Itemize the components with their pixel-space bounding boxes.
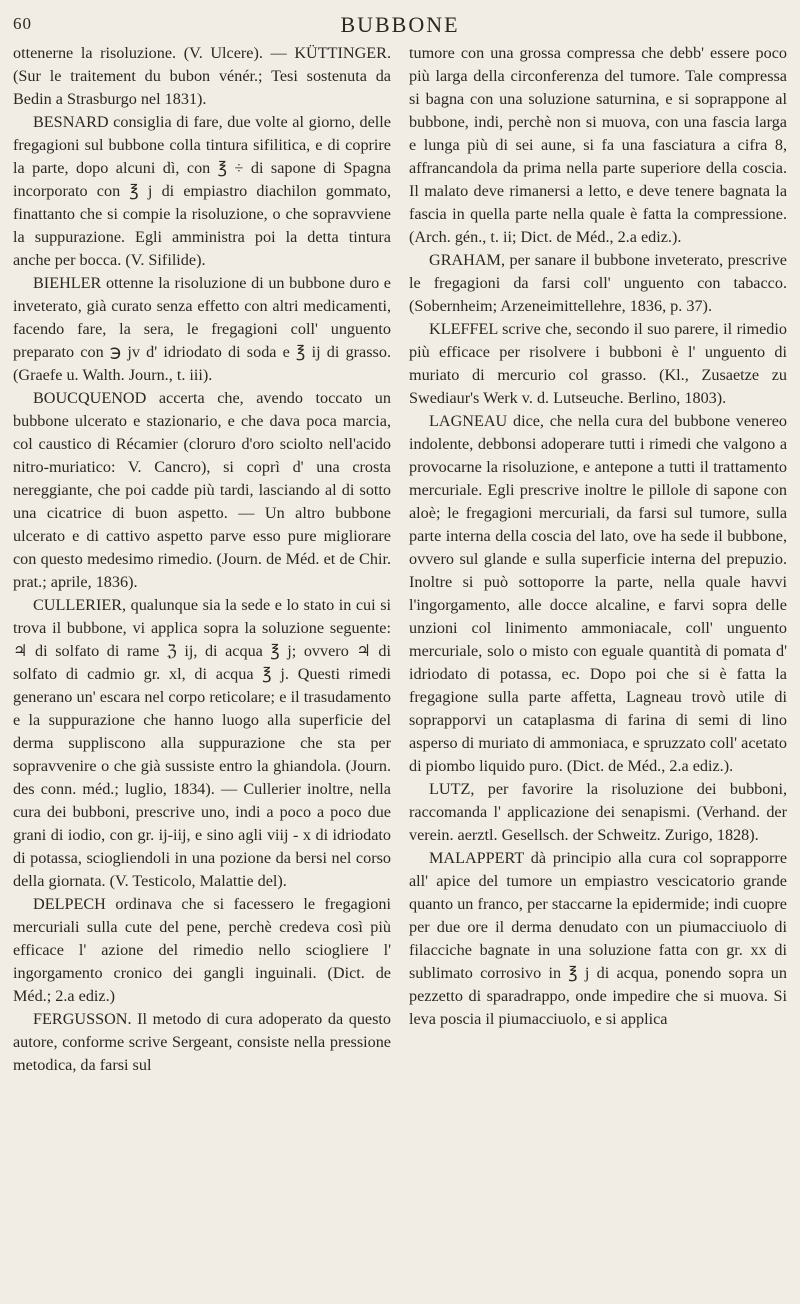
running-title: BUBBONE: [340, 12, 460, 37]
right-column: [409, 42, 787, 1031]
paragraph: FERGUSSON. Il metodo di cura adoperato da questo autore, conforme scrive Sergeant, consiste nella pressione metodica, da farsi sul: [13, 1010, 391, 1074]
paragraph: DELPECH ordinava che si facessero le fregagioni mercuriali sulla cute del pene, perchè credeva così più efficace l' azione del rimedio nello sciogliere l' ingorgamento cronico dei gangli inguinali. (Dict. de Méd.; 2.a ediz.): [13, 895, 391, 1005]
paragraph: BOUCQUENOD accerta che, avendo toccato un bubbone ulcerato e stazionario, e che dava poca marcia, col caustico di Récamier (cloruro d'oro sciolto nell'acido nitro-muriatico: V. Cancro), si coprì d' una crosta nereggiante, che poi cadde più tardi, lasciando al di sotto una cicatrice di buon aspetto. — Un altro bubbone ulcerato e di cattivo aspetto parve esso pure migliorare con questo medesimo rimedio. (Journ. de Méd. et de Chir. prat.; aprile, 1836).: [13, 389, 391, 591]
paragraph: MALAPPERT dà principio alla cura col soprapporre all' apice del tumore un empiastro vescicatorio grande quanto un franco, per staccarne la epidermide; indi cuopre per due ore il derma denudato con un piumacciuolo di filacciche bagnate in una soluzione fatta con gr. xx di sublimato corrosivo in ℥ j di acqua, ponendo sopra un pezzetto di sparadrappo, onde impedire che si muova. Si leva poscia il piumacciuolo, e si applica: [409, 849, 787, 1028]
page-header: [0, 8, 800, 38]
paragraph: BESNARD consiglia di fare, due volte al giorno, delle fregagioni sul bubbone colla tintura sifilitica, e di coprire la parte, dopo alcuni dì, con ℥ ÷ di sapone di Spagna incorporato con ℥ j di empiastro diachilon gommato, finattanto che si compie la risoluzione, o che sopravviene la suppurazione. Egli amministra poi la detta tintura anche per bocca. (V. Sifilide).: [13, 113, 391, 269]
left-column: [13, 42, 391, 1077]
paragraph: LUTZ, per favorire la risoluzione dei bubboni, raccomanda l' applicazione dei senapismi. (Verhand. der verein. aerztl. Gesellsch. der Schweitz. Zurigo, 1828).: [409, 780, 787, 844]
paragraph: BIEHLER ottenne la risoluzione di un bubbone duro e inveterato, già curato senza effetto con altri medicamenti, facendo fare, la sera, le fregagioni coll' unguento preparato con ℈ jv d' idriodato di soda e ℥ ij di grasso. (Graefe u. Walth. Journ., t. iii).: [13, 274, 391, 384]
page-number: 60: [13, 14, 32, 33]
paragraph: ottenerne la risoluzione. (V. Ulcere). — KÜTTINGER. (Sur le traitement du bubon vénér.; Tesi sostenuta da Bedin a Strasburgo nel 1831).: [13, 44, 391, 108]
paragraph: tumore con una grossa compressa che debb' essere poco più larga della circonferenza del tumore. Tale compressa si bagna con una soluzione saturnina, e si soprappone al bubbone, indi, perchè non si muova, con una fascia larga e lunga più di sei aune, si fa una fasciatura a cifra 8, affrancandola da prima nella parte superiore della coscia. Il malato deve rimanersi a letto, e deve tenere bagnata la fascia in quella parte nella quale è fatta la compressione. (Arch. gén., t. ii; Dict. de Méd., 2.a ediz.).: [409, 44, 787, 246]
paragraph: CULLERIER, qualunque sia la sede e lo stato in cui si trova il bubbone, vi applica sopra la soluzione seguente: ♃ di solfato di rame ℨ ij, di acqua ℥ j; ovvero ♃ di solfato di cadmio gr. xl, di acqua ℥ j. Questi rimedi generano un' escara nel corpo reticolare; e il trasudamento e la suppurazione che hanno luogo alla superficie del derma suppliscono alla suppurazione che sta per sopravvenire o che già sussiste entro la ghiandola. (Journ. des conn. méd.; luglio, 1834). — Cullerier inoltre, nella cura dei bubboni, prescrive uno, indi a poco a poco due grani di iodio, con gr. ij-iij, e sino agli viij - x di idriodato di potassa, sciogliendoli in una pozione da bersi nel corso della giornata. (V. Testicolo, Malattie del).: [13, 596, 391, 890]
paragraph: LAGNEAU dice, che nella cura del bubbone venereo indolente, debbonsi adoperare tutti i rimedi che valgono a provocarne la risoluzione, e antepone a tutti il trattamento mercuriale. Egli prescrive inoltre le pillole di sapone con aloè; le fregagioni mercuriali, da farsi sul tumore, sulla parte interna della coscia del lato, ove ha sede il bubbone, ovvero sul glande e sulla superficie interna del prepuzio. Inoltre si può sottoporre la parte, nella quale havvi l'ingorgamento, alle docce alcaline, e farvi sopra delle unzioni col linimento ammoniacale, coll' unguento mercuriale, solo o misto con eguale quantità di pomata d' idriodato di potassa, ec. Dopo poi che si è fatta la fregagione sulla parte affetta, Lagneau trovò utile di soprapporvi un cataplasma di farina di semi di lino asperso di muriato di ammoniaca, e spruzzato coll' acetato di piombo liquido puro. (Dict. de Méd., 2.a ediz.).: [409, 412, 787, 775]
paragraph: KLEFFEL scrive che, secondo il suo parere, il rimedio più efficace per risolvere i bubboni è l' unguento di muriato di mercurio col grasso. (Kl., Zusaetze zu Swediaur's Werk v. d. Lutseuche. Berlino, 1803).: [409, 320, 787, 407]
paragraph: GRAHAM, per sanare il bubbone inveterato, prescrive le fregagioni da farsi coll' unguento con tabacco. (Sobernheim; Arzeneimittellehre, 1836, p. 37).: [409, 251, 787, 315]
